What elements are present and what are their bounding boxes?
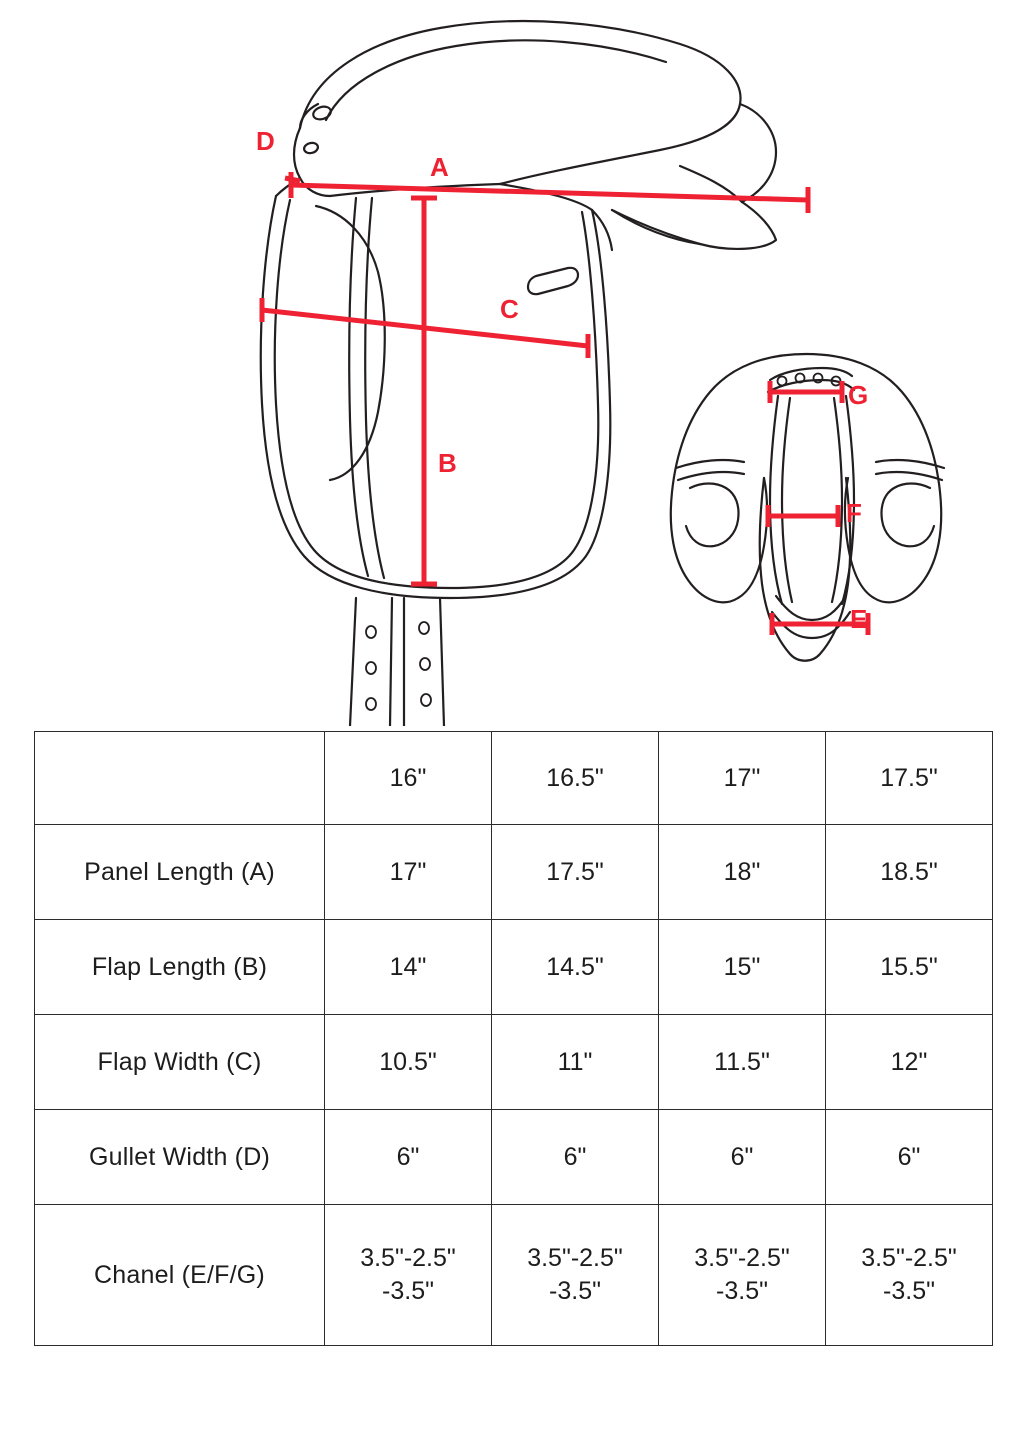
cell-chanel-16-5-line1: 3.5"-2.5" (527, 1244, 623, 1272)
cell-flap-length-17: 15" (659, 920, 826, 1015)
label-d: D (256, 126, 275, 156)
cell-gullet-width-17: 6" (659, 1110, 826, 1205)
header-cell-size-17: 17" (659, 732, 826, 825)
cell-flap-length-16: 14" (325, 920, 492, 1015)
header-cell-corner (35, 732, 325, 825)
table-row-flap-length (35, 920, 993, 1015)
cell-chanel-17-line1: 3.5"-2.5" (694, 1244, 790, 1272)
table-row-gullet-width (35, 1110, 993, 1205)
label-e: E (850, 604, 868, 634)
row-label-chanel: Chanel (E/F/G) (35, 1205, 325, 1346)
cell-flap-length-16-5: 14.5" (492, 920, 659, 1015)
cell-panel-length-17: 18" (659, 825, 826, 920)
cell-chanel-17 (659, 1205, 826, 1346)
table-header-row (35, 732, 993, 825)
cell-gullet-width-16: 6" (325, 1110, 492, 1205)
cell-chanel-17-5-line1: 3.5"-2.5" (861, 1244, 957, 1272)
cell-chanel-16-line1: 3.5"-2.5" (360, 1244, 456, 1272)
size-chart-table-wrap (34, 731, 992, 1346)
cell-chanel-17-5 (826, 1205, 993, 1346)
label-a: A (430, 152, 449, 182)
cell-chanel-16 (325, 1205, 492, 1346)
cell-panel-length-16: 17" (325, 825, 492, 920)
cell-gullet-width-16-5: 6" (492, 1110, 659, 1205)
header-cell-size-17-5: 17.5" (826, 732, 993, 825)
cell-gullet-width-17-5: 6" (826, 1110, 993, 1205)
label-g: G (848, 380, 869, 410)
cell-panel-length-16-5: 17.5" (492, 825, 659, 920)
table-row-panel-length (35, 825, 993, 920)
cell-flap-width-16-5: 11" (492, 1015, 659, 1110)
cell-flap-length-17-5: 15.5" (826, 920, 993, 1015)
table-row-chanel (35, 1205, 993, 1346)
cell-chanel-17-5-line2: -3.5" (883, 1277, 935, 1305)
row-label-panel-length: Panel Length (A) (35, 825, 325, 920)
header-cell-size-16: 16" (325, 732, 492, 825)
cell-flap-width-16: 10.5" (325, 1015, 492, 1110)
label-b: B (438, 448, 457, 478)
label-f: F (846, 498, 862, 528)
cell-chanel-16-5 (492, 1205, 659, 1346)
cell-flap-width-17: 11.5" (659, 1015, 826, 1110)
header-cell-size-16-5: 16.5" (492, 732, 659, 825)
label-c: C (500, 294, 519, 324)
cell-chanel-16-line2: -3.5" (382, 1277, 434, 1305)
table-row-flap-width (35, 1015, 993, 1110)
size-chart-table (34, 731, 993, 1346)
cell-flap-width-17-5: 12" (826, 1015, 993, 1110)
cell-panel-length-17-5: 18.5" (826, 825, 993, 920)
row-label-gullet-width: Gullet Width (D) (35, 1110, 325, 1205)
cell-chanel-16-5-line2: -3.5" (549, 1277, 601, 1305)
cell-chanel-17-line2: -3.5" (716, 1277, 768, 1305)
row-label-flap-width: Flap Width (C) (35, 1015, 325, 1110)
row-label-flap-length: Flap Length (B) (35, 920, 325, 1015)
